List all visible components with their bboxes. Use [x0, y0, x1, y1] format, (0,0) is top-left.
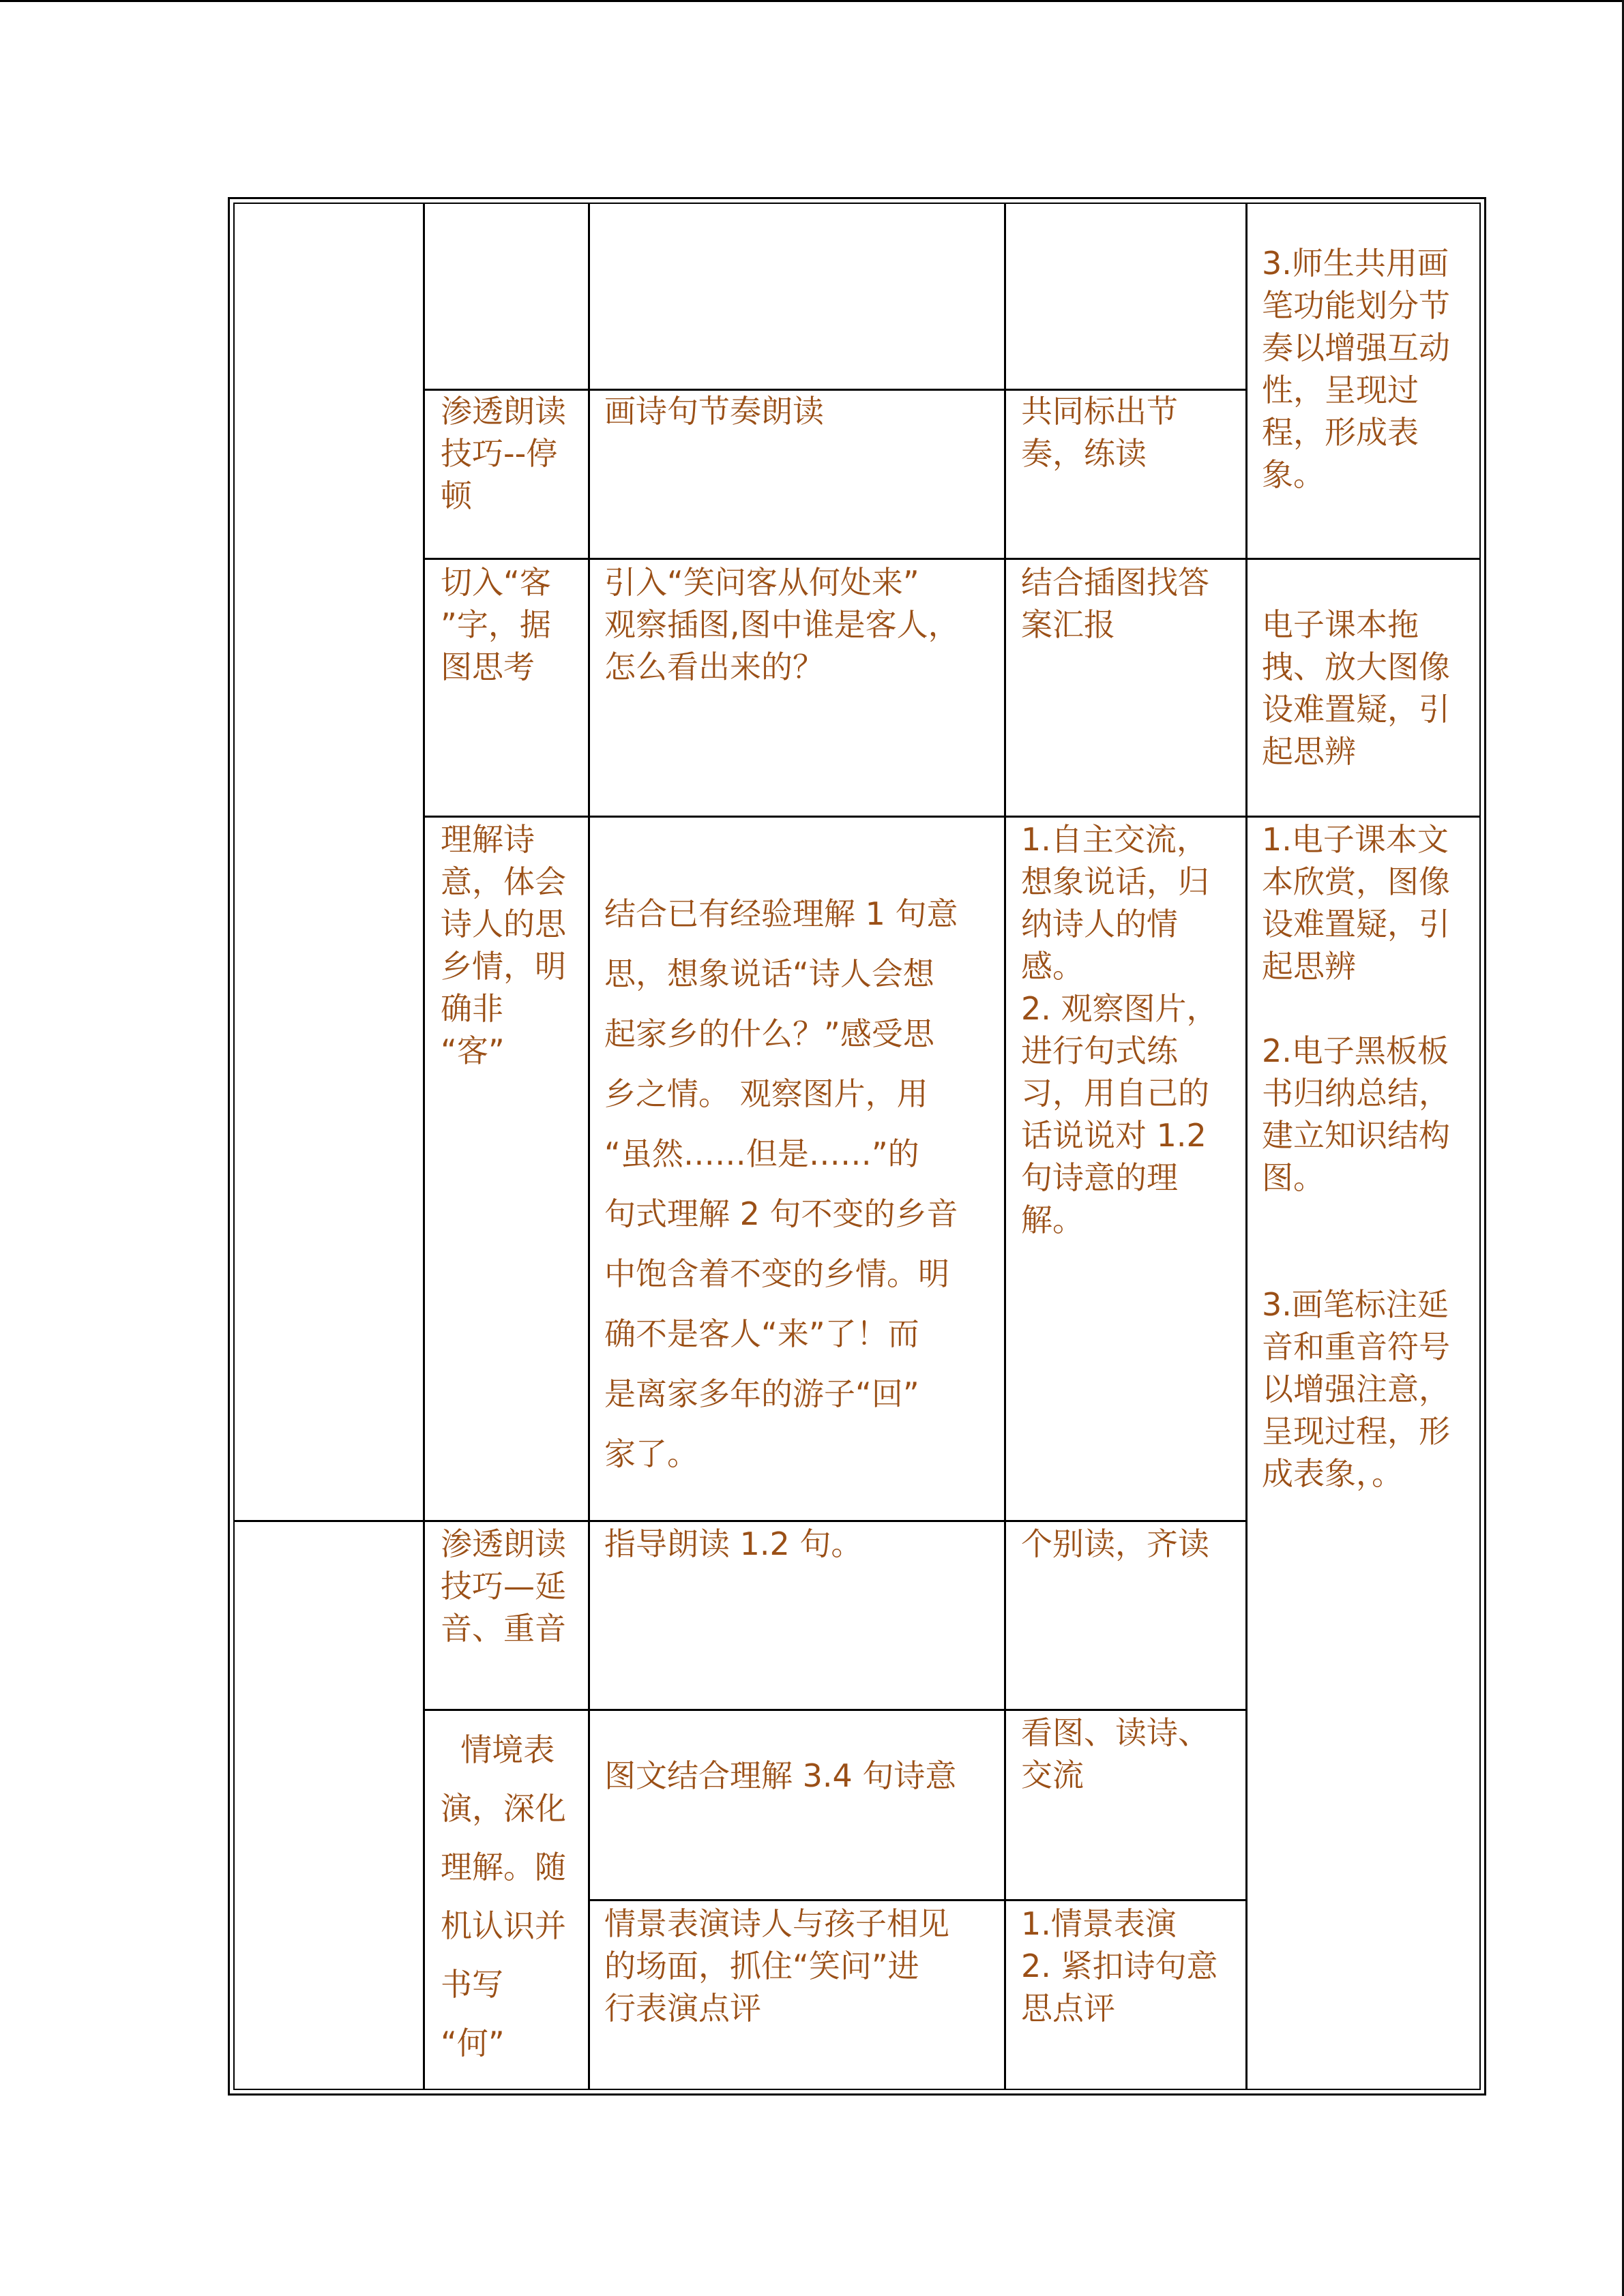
grid-vline-3: [1004, 203, 1006, 2090]
cell-r1-c5: 3.师生共用画 笔功能划分节 奏以增强互动 性，呈现过 程，形成表 象。: [1262, 245, 1450, 493]
cell-r7-c3: 情景表演诗人与孩子相见 的场面，抓住“笑问”进 行表演点评: [604, 1905, 949, 2027]
grid-hline-row3-bottom: [423, 816, 1481, 818]
cell-r7-c4: 1.情景表演 2. 紧扣诗句意 思点评: [1021, 1905, 1218, 2027]
grid-vline-4: [1245, 203, 1247, 2090]
cell-r4-c5: 1.电子课本文 本欣赏，图像 设难置疑，引 起思辨 2.电子黑板板 书归纳总结， 建立知识结构 图。 3.画笔标注延 音和重音符号 以增强注意， 呈现过程，形 成表象，。: [1262, 821, 1450, 1492]
grid-hline-row5-bottom: [423, 1709, 1247, 1711]
cell-r6-c3: 图文结合理解 3.4 句诗意: [604, 1757, 957, 1794]
cell-r2-c4: 共同标出节 奏，练读: [1021, 393, 1178, 472]
grid-hline-row2-bottom: [423, 558, 1481, 560]
cell-r4-c3: 结合已有经验理解 1 句意 思，想象说话“诗人会想 起家乡的什么？”感受思 乡之情。 观察图片，用 “虽然……但是……”的 句式理解 2 句不变的乡音 中饱含着不变的乡情。明 确不是客人“来”了！而 是离家多年的游子“回” 家了。: [604, 895, 958, 1472]
grid-vline-2: [588, 203, 590, 2090]
grid-vline-1: [423, 203, 425, 2090]
cell-r5-c4: 个别读，齐读: [1021, 1525, 1209, 1562]
cell-r3-c2: 切入“客 ”字，据 图思考: [441, 564, 551, 685]
cell-r2-c2: 渗透朗读 技巧--停 顿: [441, 393, 566, 514]
cell-r3-c5: 电子课本拖 拽、放大图像 设难置疑，引 起思辨: [1262, 606, 1450, 770]
cell-r6-c4: 看图、读诗、 交流: [1021, 1714, 1209, 1793]
cell-r4-c4: 1.自主交流， 想象说话，归 纳诗人的情 感。 2. 观察图片， 进行句式练 习，用自己的 话说说对 1.2 句诗意的理 解。: [1021, 821, 1218, 1238]
cell-r6-c2: 情境表 演，深化 理解。随 机认识并 书写 “何”: [441, 1731, 566, 2061]
grid-hline-row4-bottom: [233, 1520, 1247, 1522]
cell-r3-c4: 结合插图找答 案汇报: [1021, 564, 1209, 643]
cell-r3-c3: 引入“笑问客从何处来” 观察插图,图中谁是客人， 怎么看出来的？: [604, 564, 960, 685]
cell-r5-c2: 渗透朗读 技巧—延 音、重音: [441, 1525, 566, 1647]
cell-r2-c3: 画诗句节奏朗读: [604, 393, 824, 430]
cell-r5-c3: 指导朗读 1.2 句。: [604, 1525, 863, 1562]
grid-hline-row6-bottom: [588, 1899, 1247, 1901]
cell-r4-c2: 理解诗 意，体会 诗人的思 乡情，明 确非 “客”: [441, 821, 566, 1069]
page-top-border: [0, 0, 1624, 2]
